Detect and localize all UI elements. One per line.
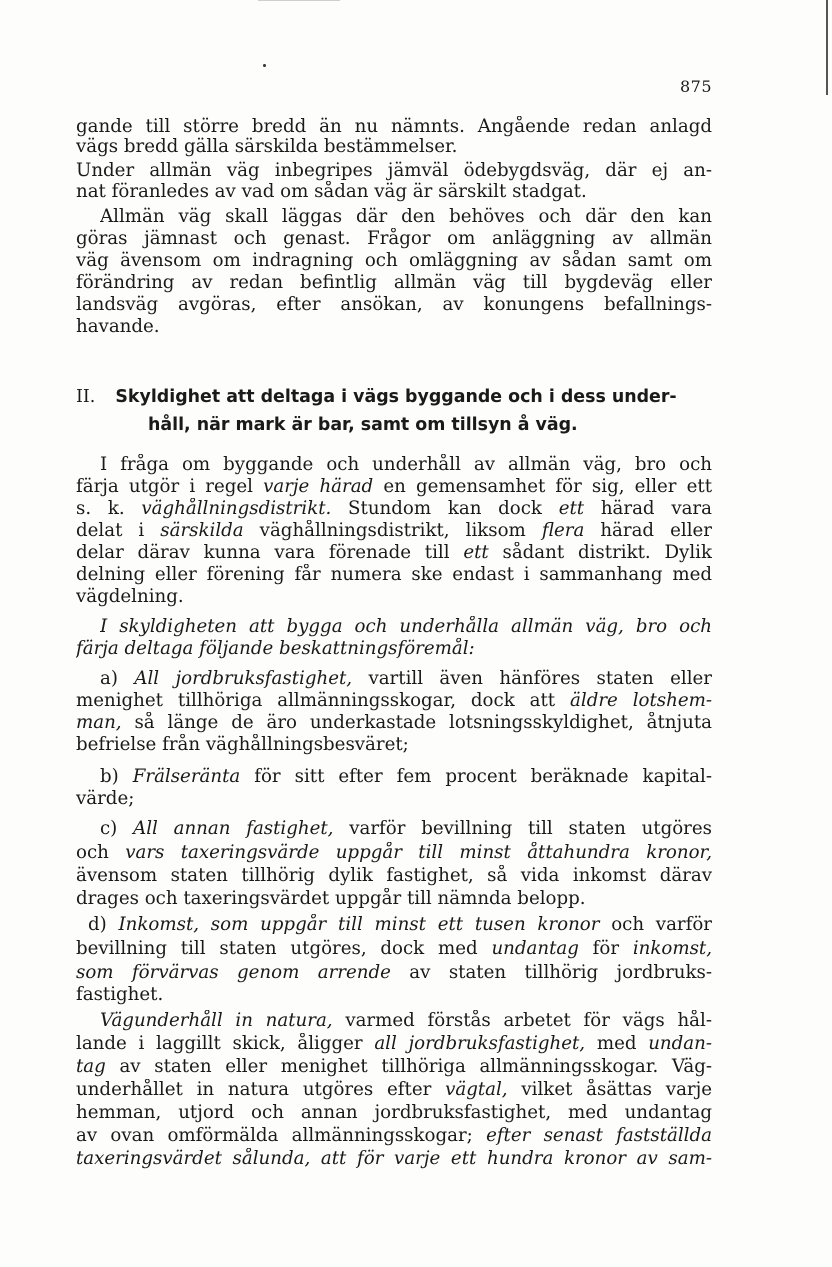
text-line: I fråga om byggande och underhåll av allmän väg, bro och xyxy=(100,454,712,475)
text-line: vägdelning. xyxy=(76,586,184,607)
text-line: delning eller förening får numera ske endast i sammanhang med xyxy=(76,564,712,585)
text-line: drages och taxeringsvärdet uppgår till nämnda belopp. xyxy=(76,888,586,909)
list-item-b: b) Frälseränta för sitt efter fem procent beräknade kapital- xyxy=(100,766,712,787)
text-line: Vägunderhåll in natura, varmed förstås arbetet för vägs hål- xyxy=(100,1010,712,1031)
text-line: vägs bredd gälla särskilda bestämmelser. xyxy=(76,136,458,157)
text-line: Under allmän väg inbegripes jämväl ödebygdsväg, där ej an- xyxy=(76,160,712,181)
text-line: lande i laggillt skick, åligger all jordbruksfastighet, med undan- xyxy=(76,1033,712,1054)
section-title-2: håll, när mark är bar, samt om tillsyn å väg. xyxy=(148,415,578,435)
list-item-d: d) Inkomst, som uppgår till minst ett tusen kronor och varför xyxy=(88,914,712,935)
text-line: befrielse från väghållningsbesväret; xyxy=(76,734,409,755)
scan-edge-mark xyxy=(826,0,828,95)
text-line: gande till större bredd än nu nämnts. Angående redan anlagd xyxy=(76,116,712,137)
list-item-a: a) All jordbruksfastighet, vartill även hänföres staten eller xyxy=(100,668,712,689)
page-number: 875 xyxy=(679,77,712,96)
text-line: menighet tillhöriga allmänningsskogar, dock att äldre lotshem- xyxy=(76,690,712,711)
text-line: värde; xyxy=(76,788,135,809)
text-line: s. k. väghållningsdistrikt. Stundom kan dock ett härad vara xyxy=(76,498,712,519)
scan-top-rule xyxy=(258,0,340,1)
text-line: göras jämnast och genast. Frågor om anläggning av allmän xyxy=(76,228,712,249)
text-line: delar därav kunna vara förenade till ett sådant distrikt. Dylik xyxy=(76,542,712,563)
text-line: och vars taxeringsvärde uppgår till minst åttahundra kronor, xyxy=(76,842,712,863)
section-heading-line1 xyxy=(76,386,716,408)
text-line: ävensom staten tillhörig dylik fastighet, så vida inkomst därav xyxy=(76,865,712,886)
text-line: I skyldigheten att bygga och underhålla allmän väg, bro och xyxy=(100,616,712,637)
text-line: som förvärvas genom arrende av staten tillhörig jordbruks- xyxy=(76,962,712,983)
text-line: landsväg avgöras, efter ansökan, av konungens befallnings- xyxy=(76,294,712,315)
text-line: bevillning till staten utgöres, dock med undantag för inkomst, xyxy=(76,938,712,959)
text-line: havande. xyxy=(76,316,160,337)
section-number: II. xyxy=(76,387,96,407)
list-item-c: c) All annan fastighet, varför bevillning till staten utgöres xyxy=(100,818,712,839)
text-line: tag av staten eller menighet tillhöriga allmänningsskogar. Väg- xyxy=(76,1056,712,1077)
text-line: fastighet. xyxy=(76,984,164,1005)
text-line: förändring av redan befintlig allmän väg till bygdeväg eller xyxy=(76,272,712,293)
text-line: Allmän väg skall läggas där den behöves och där den kan xyxy=(100,206,712,227)
text-line: nat föranledes av vad om sådan väg är särskilt stadgat. xyxy=(76,181,587,202)
section-title-1: Skyldighet att deltaga i vägs byggande och i dess under- xyxy=(115,387,677,407)
text-line: hemman, utjord och annan jordbruksfastighet, med undantag xyxy=(76,1102,712,1123)
text-line: väg ävensom om indragning och omläggning av sådan samt om xyxy=(76,250,712,271)
print-speck xyxy=(263,64,266,67)
text-line: av ovan omförmälda allmänningsskogar; efter senast fastställda xyxy=(76,1125,712,1146)
text-line: taxeringsvärdet sålunda, att för varje ett hundra kronor av sam- xyxy=(76,1148,712,1169)
text-line: färja deltaga följande beskattningsföremål: xyxy=(76,638,475,659)
text-line: delat i särskilda väghållningsdistrikt, liksom flera härad eller xyxy=(76,520,712,541)
text-line: underhållet in natura utgöres efter vägtal, vilket åsättas varje xyxy=(76,1079,712,1100)
text-line: färja utgör i regel varje härad en gemensamhet för sig, eller ett xyxy=(76,476,712,497)
text-line: man, så länge de äro underkastade lotsningsskyldighet, åtnjuta xyxy=(76,712,712,733)
